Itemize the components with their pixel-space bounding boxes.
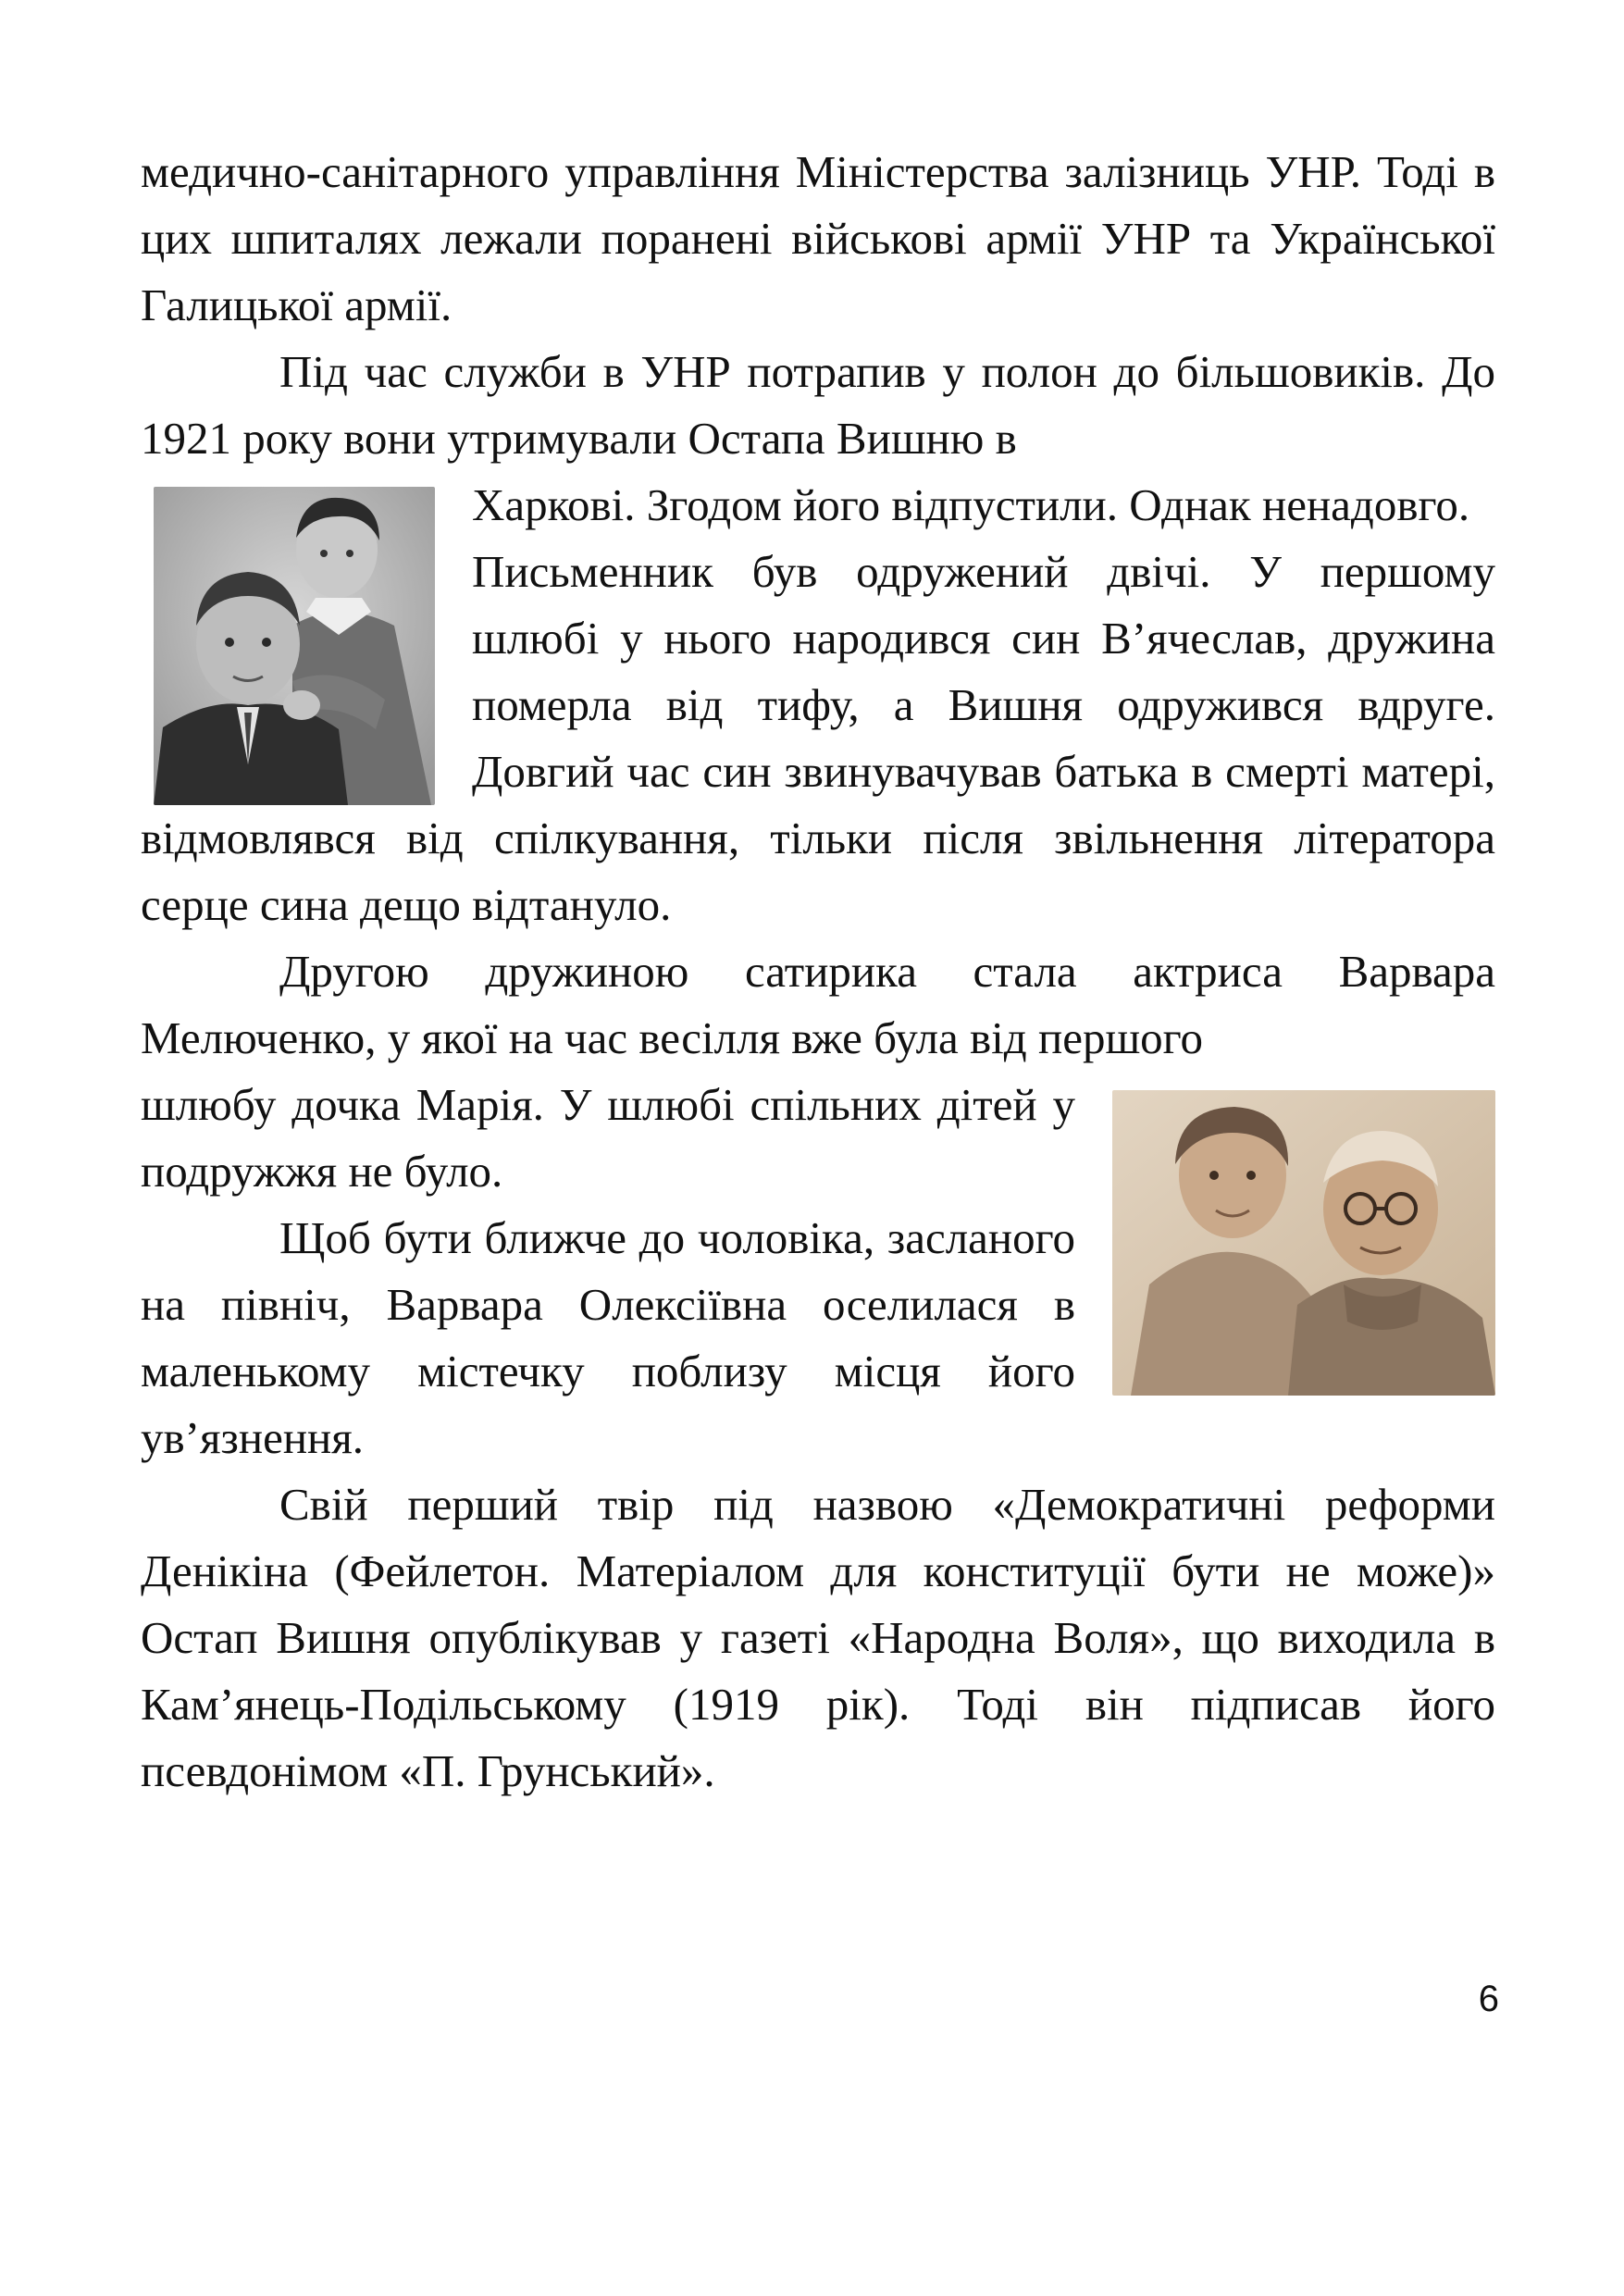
paragraph-2a: Під час служби в УНР потрапив у полон до більшовиків. До 1921 року вони утримували Остапа Вишню в	[141, 346, 1495, 464]
paragraph-1: медично-санітарного управління Міністерства залізниць УНР. Тоді в цих шпиталях лежали поранені військові армії УНР та Української Галицької армії.	[141, 146, 1495, 330]
paragraph-5: Щоб бути ближче до чоловіка, засланого на північ, Варвара Олексіївна оселилася в маленькому містечку поблизу місця його ув’язнення.	[141, 1212, 1075, 1463]
photo-father-and-son-image	[154, 487, 435, 805]
paragraph-6: Свій перший твір під назвою «Демократичні реформи Денікіна (Фейлетон. Матеріалом для конституції бути не може)» Остап Вишня опублікував у газеті «Народна Воля», що виходила в Кам’янець-Подільському (1919 рік). Тоді він підписав його псевдонімом «П. Грунський».	[141, 1479, 1495, 1796]
photo-couple	[1112, 1090, 1495, 1396]
paragraph-3: Письменник був одружений двічі. У першому шлюбі у нього народився син В’ячеслав, дружина померла від тифу, а Вишня одружився вдруге. Довгий час син звинувачував батька в смерті матері, відмовлявся від спілкування, тільки після звільнення літератора серце сина дещо відтануло.	[141, 546, 1495, 930]
paragraph-4a: Другою дружиною сатирика стала актриса Варвара Мелюченко, у якої на час весілля вже була від першого	[141, 946, 1495, 1063]
paragraph-4b: шлюбу дочка Марія. У шлюбі спільних дітей у подружжя не було.	[141, 1079, 1075, 1197]
paragraph-2b: Харкові. Згодом його відпустили. Однак ненадовго.	[472, 479, 1470, 530]
photo-father-and-son	[154, 487, 435, 805]
page-content	[141, 139, 1495, 1805]
photo-couple-image	[1112, 1090, 1495, 1396]
page-number: 6	[1478, 1979, 1499, 2019]
